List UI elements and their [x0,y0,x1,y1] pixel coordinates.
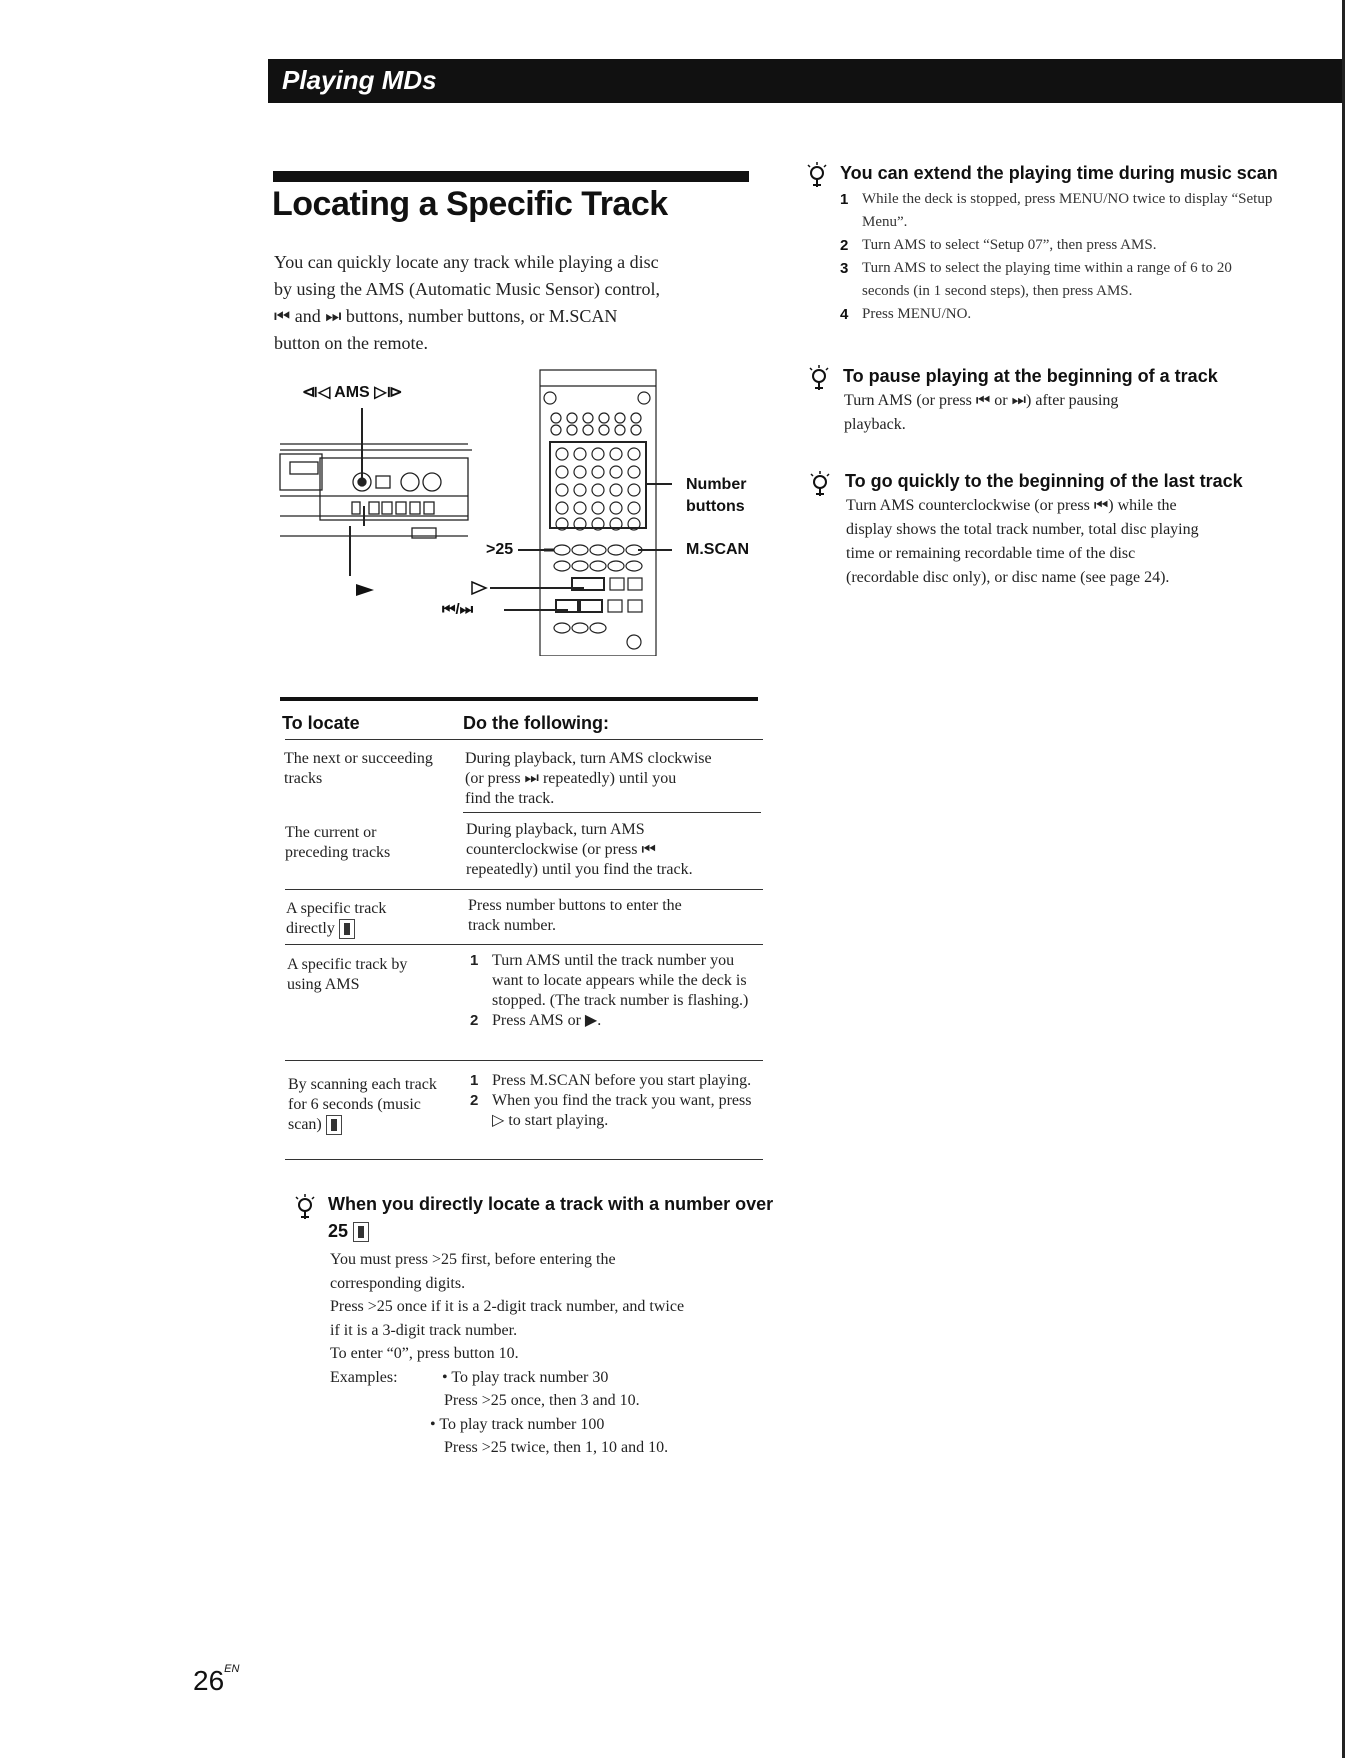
ams-prev-icon: ⧏◁ [302,384,331,401]
deck-and-remote-figure [272,366,772,656]
play-outline-icon [472,582,486,594]
table-top-rule [280,697,758,701]
lightbulb-icon [804,364,834,394]
next-track-icon: ⏭ [1011,392,1027,409]
tip-over25-title: When you directly locate a track with a number over [328,1194,774,1214]
tip-extend-steps [840,188,1280,326]
table-header-action: Do the following: [463,713,609,733]
table-row-rule [285,1060,763,1061]
table-row-4-action [470,951,760,1031]
intro-line: button on the remote. [274,333,428,353]
step-item: 4 Press MENU/NO. [840,306,972,323]
remote-only-icon [326,1115,342,1135]
ams-next-icon: ▷⧐ [374,384,403,401]
intro-line-text: buttons, number buttons, or M.SCAN [345,306,618,326]
remote-illustration [490,370,672,656]
example-1: Examples: • To play track number 30 [330,1368,609,1386]
mscan-label: M.SCAN [686,541,750,558]
play-icon: ▶ [584,1012,598,1029]
table-row-rule [463,812,761,813]
section-header-bar [268,59,1342,103]
deck-illustration [280,408,472,576]
step-item: 3 Turn AMS to select the playing time within a range of 6 to 20 seconds (in 1 second steps), then press AMS. [840,260,1232,299]
next-track-icon: ⏭ [524,770,539,787]
example-2: • To play track number 100 [430,1415,605,1433]
step-list [470,951,760,1031]
intro-line [274,303,754,330]
step-item: 1 Press M.SCAN before you start playing. [470,1072,752,1089]
remote-only-icon [353,1222,369,1242]
table-row-rule [285,944,763,945]
tip-last-title: To go quickly to the beginning of the last track [845,471,1243,491]
table-row-rule [285,889,763,890]
intro-paragraph [274,249,754,357]
lightbulb-icon [802,161,832,191]
play-outline-icon: ▷ [492,1112,505,1129]
table-row-4-locate: A specific track by using AMS [287,956,408,993]
tip-pause-body: Turn AMS (or press ⏮ or ⏭) after pausing playback. [844,392,1119,433]
step-item: 2 Press AMS or ▶. [470,1012,602,1029]
step-list [470,1071,765,1131]
example-1-body: Press >25 once, then 3 and 10. [444,1392,640,1409]
number-buttons-label: Number buttons [686,476,747,515]
remote-button-grid [551,413,641,435]
table-header-locate: To locate [282,713,360,733]
table-row-1-locate: The next or succeeding tracks [284,750,433,787]
step-item: 1 Turn AMS until the track number you want to locate appears while the deck is stopped. (The track number is flashing.) [470,952,749,1009]
table-row-2-locate: The current or preceding tracks [285,824,391,861]
remote-only-icon [339,919,355,939]
table-row-1-action: During playback, turn AMS clockwise (or press ⏭ repeatedly) until you find the track. [465,750,712,807]
bullet-icon: • [430,1415,440,1433]
intro-and: and [294,306,321,326]
intro-line: You can quickly locate any track while playing a disc [274,252,659,272]
step-item: 2 Turn AMS to select “Setup 07”, then press AMS. [840,237,1157,254]
example-2-body: Press >25 twice, then 1, 10 and 10. [444,1439,669,1456]
title-rule [273,171,749,182]
over25-label: >25 [486,541,514,558]
step-item: 2 When you find the track you want, press ▷ to start playing. [470,1092,752,1129]
table-row-5-action [470,1071,765,1131]
page-number-suffix: EN [224,1663,240,1675]
page-number: $26^{EN}$ [193,1663,240,1696]
intro-line: by using the AMS (Automatic Music Sensor) control, [274,279,660,299]
lightbulb-icon [290,1193,320,1223]
remote-lower-buttons [554,545,642,649]
next-track-icon: ⏭ [325,306,342,326]
page-title: Locating a Specific Track [272,185,668,223]
prev-track-icon: ⏮ [975,392,991,409]
play-icon [356,584,374,596]
skip-buttons-label: ⏮/⏭ [442,601,474,618]
table-row-2-action: During playback, turn AMS counterclockwise (or press ⏮ repeatedly) until you find the track. [466,821,693,878]
prev-track-icon: ⏮ [641,841,656,858]
tip-extend-title: You can extend the playing time during music scan [840,163,1278,183]
table-row-3-locate: A specific track directly [286,899,466,939]
number-button-grid [556,448,640,530]
table-row-5-locate: By scanning each track for 6 seconds (music scan) [288,1075,468,1135]
tip-pause-title: To pause playing at the beginning of a track [843,366,1218,386]
section-title: Playing MDs [282,65,437,95]
prev-track-icon: ⏮ [1093,497,1109,514]
table-bottom-rule [285,1159,763,1160]
step-item: 1 While the deck is stopped, press MENU/NO twice to display “Setup Menu”. [840,191,1273,230]
tip-last-body: Turn AMS counterclockwise (or press ⏮) while the display shows the total track number, total disc playing time or remaining recordable time of the disc (recordable disc only), or disc name (see page 24). [846,497,1199,586]
tip-over25-body: You must press >25 first, before entering the corresponding digits. Press >25 once if it is a 2-digit track number, and twice if it is a 3-digit track number. To enter “0”, press button 10. Examples: • To play track number 30 Press >25 once, then 3 and 10. • To play track number 100 Press >25 twice, then 1, 10 and 10. [330,1248,770,1460]
page-edge-rule [1342,0,1345,1758]
prev-track-icon: ⏮ [274,306,291,326]
table-header-rule [285,739,763,740]
bullet-icon: • [442,1368,452,1386]
table-row-3-action: Press number buttons to enter the track number. [468,897,682,934]
ams-label: ⧏◁ AMS ▷⧐ [302,384,403,401]
lightbulb-icon [805,470,835,500]
tip-over25-title-2: 25 [328,1221,369,1242]
